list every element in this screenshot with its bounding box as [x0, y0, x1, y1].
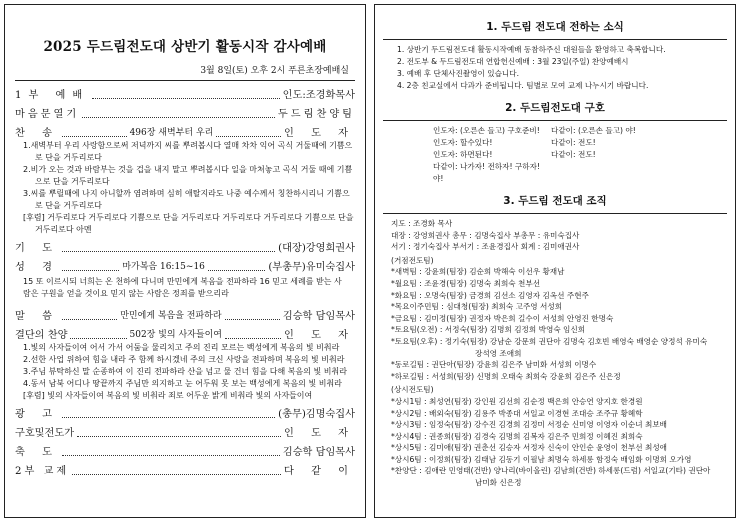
- order-row-resolve: 결단의 찬양 502장 빛의 사자들이여 인 도 자: [15, 330, 355, 341]
- team-item: *동로길팀 : 권단아(팀장) 강윤희 김은주 남미화 서성희 이명수: [391, 360, 597, 370]
- org-list: 지도 : 조경화 목사 대장 : 강영희권사 총무 : 김명숙집사 부총무 : 유미숙집사 서기 : 정기숙집사 부서기 : 조윤경집사 회계 : 김미애권사 (거점전도팀) *새벽팀 : 강윤희(팀장) 김순희 박해숙 이선우 황재남 *월요팀 : 조윤경(팀장) 김명숙 최희숙 천부선 *화요팀 : 오명숙(팀장) 금경희 김선소 김영자 김옥선 주현주 *목요이주민팀 : 심대청(팀장) 최희숙 고주영 서성희 *금요팀 : 김미정(팀장) 권정자 박은희 길수이 서성희 안영진 한명숙 *토요팀(오전) : 서정숙(팀장) 김명희 김정희 박영숙 임신희 *토요팀(오후) : 정기숙(팀장) 강남순 강문희 권단아 김명숙 김호빈 배영숙 배영순 양정석 유미숙 장석영 조애희 *동로길팀 : 권단아(팀장) 강윤희 김은주 남미화 서성희 이명수 *하로길팀 : 서성희(팀장) 신명희 오태숙 최희숙 강윤희 김은주 신은정 (상시전도팀) *상시1팀 : 최성연(팀장) 강인원 김선희 김순정 백은희 안승연 양지호 한경원 *상시2팀 : 배외숙(팀장) 김용주 박종대 서일교 이경현 조대승 조주규 황혜학 *상시3팀 : 임정숙(팀장) 강수진 김경희 김정미 서정순 신미영 이영자 이순녀 최보배 *상시4팀 : 권종희(팀장) 김경숙 김명희 김복자 김은주 민희정 이혜진 최희숙 *상시5팀 : 김미애(팀장) 권춘선 김승자 서정자 신숙이 안인순 윤영이 천부선 최성애 *상시6팀 : 이정희(팀장) 김태남 김동기 이필남 최명숙 하세롱 함정숙 배임화 이명희 오가영 *찬양단 : 김애란 민영태(건반) 양나리(바이올린) 김남희(건반) 하세롱(드럼) 서일교(기타) 권단아 남미화 신은정: [383, 218, 727, 489]
- team-item: *찬양단 : 김애란 민영태(건반) 양나리(바이올린) 김남희(건반) 하세롱(드럼) 서일교(기타) 권단아: [391, 466, 711, 476]
- scripture-text: 15 또 이르시되 너희는 온 천하에 다니며 만민에게 복음을 전파하라 16 믿고 세례를 받는 사람은 구원을 얻을 것이요 믿지 않는 사람은 정죄를 받으리라: [23, 277, 342, 298]
- slogan-table: 인도자: (오른손 들고) 구호준비! 다같이: (오른손 들고) 야! 인도자: 할수있다! 다같이: 전도! 인도자: 하면된다! 다같이: 전도! 다같이: 나가자! 전하자! 구하자! 야!: [433, 126, 636, 183]
- order-row-hymn: 찬 송 496장 새벽부터 우리 인 도 자: [15, 128, 355, 139]
- order-row-prep: 마음문열기 두드림찬양팀: [15, 109, 355, 120]
- team-item: *상시3팀 : 임정숙(팀장) 강수진 김경희 김정미 서정순 신미영 이영자 이순녀 최보배: [391, 420, 667, 430]
- slogan-title: 2. 두드림전도대 구호: [505, 102, 605, 114]
- bulletin-left-page: [4, 4, 366, 518]
- org-title: 3. 두드림 전도대 조직: [503, 195, 607, 207]
- order-row-sermon: 말 씀 만민에게 복음을 전파하라 김승학 담임목사: [15, 311, 356, 322]
- hymn-lyrics: 1.새벽부터 우리 사랑함으로써 저녁까지 씨를 뿌려봅시다 열매 차차 익어 곡식 거둘때에 기쁨으로 단을 거두리로다 2.비가 오는 것과 바람부는 것을 겁을 내지 말고 뿌려봅시다 일을 마쳐놓고 곡식 거둘 때에 기쁨으로 단을 거두리로다 3.씨를 뿌릴때에 나지 아니할까 염려하며 심히 애탈지라도 나중 예수께서 칭찬하시리니 기쁨으로 단을 거두리로다 [후렴] 거두리로다 거두리로다 기쁨으로 단을 거두리로다 거두리로다 거두리로다 기쁨으로 단을 거두리로다 아멘: [23, 141, 354, 234]
- team-item: *월요팀 : 조윤경(팀장) 김명숙 최희숙 천부선: [391, 278, 541, 288]
- team-item: *화요팀 : 오명숙(팀장) 금경희 김선소 김영자 김옥선 주현주: [391, 290, 589, 300]
- news-list: [383, 44, 727, 92]
- team-item-cont: 남미화 신은정: [475, 478, 522, 488]
- news-item: 1. 상반기 두드림전도대 활동시작예배 동참하주신 대원들을 환영하고 축복합니다.: [397, 45, 666, 54]
- news-item: 4. 2층 친교실에서 다과가 준비됩니다. 팀별로 모여 교제 나누시기 바랍니다.: [397, 81, 649, 90]
- order-row-blessing: 축 도 김승학 담임목사: [15, 447, 355, 458]
- title-divider: [15, 80, 355, 81]
- order-row-prayer: 기 도 (대장)강영희권사: [15, 243, 355, 254]
- order-row-worship: 1부 예배 인도:조경화목사: [15, 90, 355, 101]
- team-item: *상시4팀 : 권종희(팀장) 김경숙 김명희 김복자 김은주 민희정 이혜진 최희숙: [391, 431, 643, 441]
- team-item: *새벽팀 : 강윤희(팀장) 김순희 박해숙 이선우 황재남: [391, 267, 565, 277]
- news-item: 2. 전도부 & 두드림전도대 연합헌신예배 : 3월 23일(주일) 찬양예배시: [397, 57, 629, 66]
- team-item: *상시6팀 : 이정희(팀장) 김태남 김동기 이필남 최명숙 하세롱 함정숙 배임화 이명희 오가영: [391, 454, 692, 464]
- org-section-label: (거점전도팀): [391, 255, 434, 265]
- order-row-scripture: 성 경 마가복음 16:15~16 (부총무)유미숙집사: [15, 262, 355, 273]
- news-item: 3. 예배 후 단체사진촬영이 있습니다.: [397, 69, 520, 78]
- org-section-label: (상시전도팀): [391, 385, 434, 395]
- order-row-motto: 구호및전도가 인 도 자: [15, 428, 355, 439]
- team-item: *목요이주민팀 : 심대청(팀장) 최희숙 고주영 서성희: [391, 302, 563, 312]
- bulletin-right-page: [374, 4, 736, 518]
- team-item: *상시5팀 : 김미애(팀장) 권춘선 김승자 서정자 신숙이 안인순 윤영이 천부선 최성애: [391, 443, 667, 453]
- team-item: *금요팀 : 김미정(팀장) 권정자 박은희 길수이 서성희 안영진 한명숙: [391, 313, 614, 323]
- news-title: 1. 두드림 전도대 전하는 소식: [486, 21, 624, 33]
- service-date: 3월 8일(토) 오후 2시 푸른초장예배실: [200, 66, 349, 76]
- resolve-lyrics: 1.빛의 사자들이여 어서 가서 어둠을 물리치고 주의 진리 모르는 백성에게 복음의 빛 비춰라 2.선한 사업 위하여 힘을 내라 주 함께 하시겠네 주의 크신 사랑을 전파하며 복음의 빛 비춰라 3.주님 뷰탁하신 말 순종하여 이 진리 전파하라 산을 넘고 물 건너 힘을 다해 복음의 빛 비춰라 4.동서 남북 어디나 땅끝까지 주님만 의지하고 눈 어두워 못 보는 백성에게 복음의 빛 비춰라 [후렴] 빛의 사자들이여 복음의 빛 비춰라 죄로 어두운 밝게 비춰라 빛의 사자들이여: [23, 343, 347, 400]
- team-item: *토요팀(오후) : 정기숙(팀장) 강남순 강문희 권단아 김명숙 김호빈 배영숙 배영순 양정석 유미숙: [391, 336, 708, 346]
- order-row-ad: 광 고 (총무)김명숙집사: [15, 409, 355, 420]
- order-row-fellowship: 2부 교제 다 같 이: [15, 466, 355, 477]
- bulletin-title: 2025 두드림전도대 상반기 활동시작 감사예배: [43, 39, 327, 55]
- team-item: *상시2팀 : 배외숙(팀장) 김용주 박종대 서일교 이경현 조대승 조주규 황혜학: [391, 408, 643, 418]
- team-item: *토요팀(오전) : 서정숙(팀장) 김명희 김정희 박영숙 임신희: [391, 325, 586, 335]
- team-item: *하로길팀 : 서성희(팀장) 신명희 오태숙 최희숙 강윤희 김은주 신은정: [391, 371, 621, 381]
- team-item: *상시1팀 : 최성연(팀장) 강인원 김선희 김순정 백은희 안승연 양지호 한경원: [391, 396, 643, 406]
- team-item-cont: 장석영 조애희: [475, 348, 522, 358]
